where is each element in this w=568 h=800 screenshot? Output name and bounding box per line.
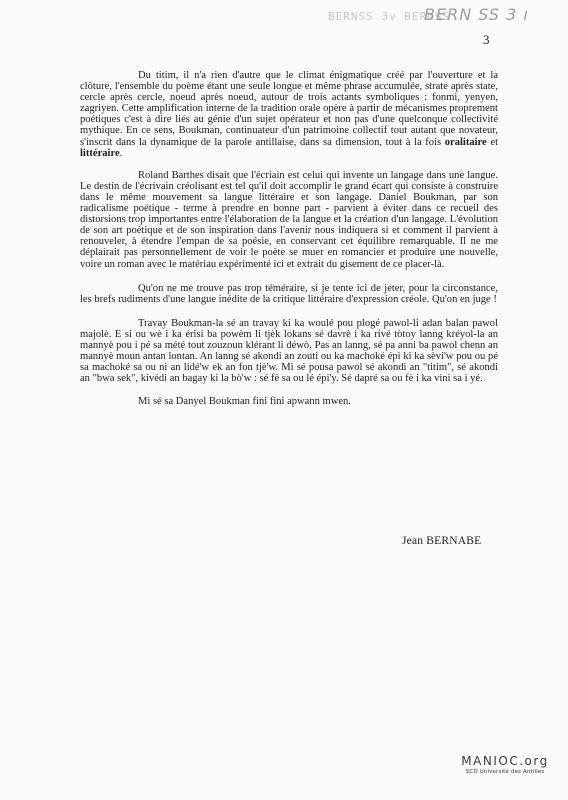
archive-stamp: BERNSS 3v BERNSS xyxy=(328,10,450,23)
paragraph-4-creole: Travay Boukman-la sé an travay ki ka woulé pou plogé pawol-li adan balan pawol majolè. E si ou wè i ka érisi ba powèm li tjèk lokans sé davrè i ka rivé tòtoy lanng kréyol-la an mannyè pou i pé sa mété tout zouzoun klérant li déwò. Pas an lanng, sé pa anni ba pawol chenn an mannyè moun antan lontan. An lanng sé akondi an zouti ou ka machoké épi ki ka sèvi'w pou ou pé sa machoké sa ou ni an lidé'w ek an fon tjè'w. Mi sé pousa pawol sé akondi an "titim", sé akondi an "bwa sek", kivédi an bagay ki la bò'w : sé fè sa ou lé épi'y. Sé dapré sa ou fè i ka vini sa i yé. xyxy=(80,317,498,385)
author-signature: Jean BERNABE xyxy=(402,535,482,547)
logo-text: MANIOC.org xyxy=(461,754,549,768)
paragraph-3: Qu'on ne me trouve pas trop téméraire, si je tente ici de jeter, pour la circonstance, les brefs rudiments d'une langue inédite de la critique littéraire d'expression créole. Qu'on en juge ! xyxy=(80,282,498,305)
document-body xyxy=(80,70,498,407)
paragraph-1-end: . xyxy=(119,147,123,159)
manioc-logo xyxy=(455,754,555,775)
term-oralitaire: oralitaire xyxy=(444,136,487,148)
paragraph-5-closing: Mi sé sa Danyel Boukman fini fini apwann mwen. xyxy=(138,396,351,408)
handwritten-reference-note: BERN SS 3 ı xyxy=(424,5,529,24)
logo-subtitle: SCD Université des Antilles xyxy=(465,769,545,775)
paragraph-1-text: Du titim, il n'a rien d'autre que le climat énigmatique créé par l'ouverture et la clôture, l'ensemble du poème étant une seule longue et même phrase accumulée, strate après state, cercle après cercle, noeud après noeud, autour de trois actants symboliques : fonmi, yenyen, zagriyen. Cette amplification interne de la tradition orale opère à partir de mécanismes proprement poétiques c'est à dire liés au génie d'un sujet opérateur et non pas d'une quelconque collectivité mythique. En ce sens, Boukman, continuateur d'un patrimoine collectif tout autant que novateur, s'inscrit dans la dynamique de la parole antillaise, dans sa dimension, tout à la fois xyxy=(80,70,498,148)
paragraph-2: Roland Barthes disait que l'écriain est celui qui invente un langage dans une langue. Le destin de l'écrivain créolisant est tel qu'il doit accomplir le grand écart qui consiste à construire dans le même mouvement sa langue littéraire et son langage. Daniel Boukman, par son radicalisme poétique - terme à prendre en bonne part - parvient à éviter dans ce recueil des distorsions trop importantes entre l'élaboration de la langue et la création d'un langage. L'évolution de son art poétique et de son inspiration dans l'avenir nous indiquera si et comment il parvient à renouveler, à étendre l'empan de sa poésie, en conservant cet équilibre remarquable. Il ne me déplairait pas personnellement de voir le poète se muer en romancier et produire une nouvelle, voire un roman avec le matériau expérimenté ici et extrait du gisement de ce placer-là. xyxy=(80,169,498,270)
page-number: 3 xyxy=(483,32,490,47)
paragraph-1 xyxy=(80,70,498,159)
paragraph-1-and: et xyxy=(486,136,498,148)
term-litteraire: littéraire xyxy=(80,147,120,159)
